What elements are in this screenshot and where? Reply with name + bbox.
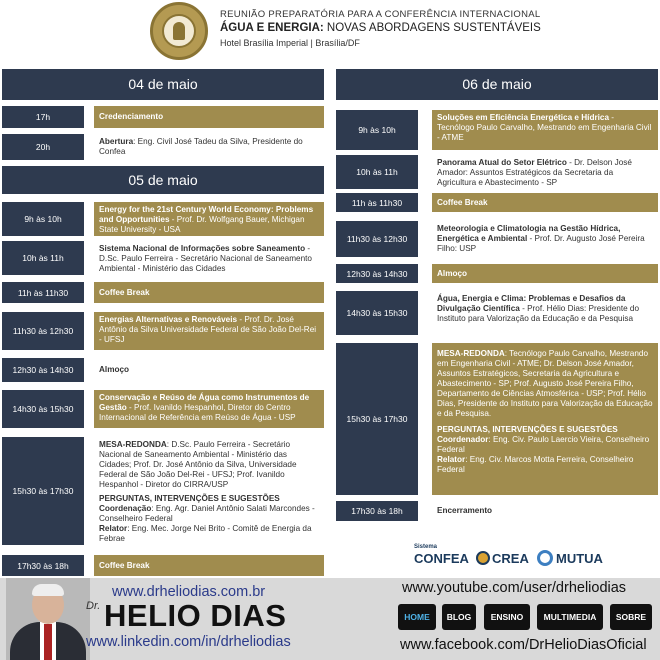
session-description: Almoço <box>432 264 658 283</box>
schedule-row <box>2 358 324 382</box>
linkedin-link[interactable]: www.linkedin.com/in/drheliodias <box>86 634 291 650</box>
event-header <box>0 0 660 64</box>
session-description: Energy for the 21st Century World Economy: Problems and Opportunities - Prof. Dr. Wolfgang Bauer, Michigan State University - USA <box>94 202 324 236</box>
time-slot: 17h30 às 18h <box>336 501 418 521</box>
schedule-row <box>2 312 324 350</box>
time-slot: 12h30 às 14h30 <box>336 264 418 283</box>
schedule-row <box>336 291 658 335</box>
time-slot: 14h30 às 15h30 <box>336 291 418 335</box>
crea-emblem-icon <box>476 551 490 565</box>
schedule-row <box>2 437 324 545</box>
youtube-link[interactable]: www.youtube.com/user/drheliodias <box>402 580 627 596</box>
time-slot: 17h <box>2 106 84 128</box>
session-description: MESA-REDONDA: D.Sc. Paulo Ferreira - Secretário Nacional de Saneamento Ambiental - Ministério das Cidades; Prof. Dr. José Antônio da Silva, Universidade Federal de São João Del-Rei - UFSJ; Prof. Ivanildo Hespanhol - Diretor do CIRRA/USP PERGUNTAS, INTERVENÇÕES E SUGESTÕES Coordenação: Eng. Agr. Daniel Antônio Salati Marcondes - Conselheiro Federal Relator: Eng. Mec. Jorge Nei Brito - Comitê de Energia da Febrae <box>99 440 315 543</box>
time-slot: 9h às 10h <box>2 202 84 236</box>
sponsor-confea-logo: Sistema <box>414 544 438 550</box>
time-slot: 20h <box>2 134 84 160</box>
website-link[interactable]: www.drheliodias.com.br <box>112 584 266 600</box>
schedule-row <box>2 106 324 128</box>
nav-home-button[interactable]: HOME <box>398 604 436 630</box>
dr-prefix: Dr. <box>86 600 101 612</box>
time-slot: 15h30 às 17h30 <box>336 343 418 495</box>
day-06-heading: 06 de maio <box>336 69 658 100</box>
session-description: MESA-REDONDA: Tecnólogo Paulo Carvalho, Mestrando em Engenharia Civil - ATME; Dr. Delson José Amador, Assuntos Estratégicos, Secretaria da Agricultura e Abastecimento - SP; Prof. Augusto José Pereira Filho, Departamento de Ciências Atmosférica - USP; Prof. Hélio Dias, Presidente do Instituto para Valorização da Educação e da Pesquisa. PERGUNTAS, INTERVENÇÕES E SUGESTÕES Coordenador: Eng. Civ. Paulo Laercio Vieira, Conselheiro Federal Relator: Eng. Civ. Marcos Motta Ferreira, Conselheiro Federal <box>432 343 658 495</box>
schedule-row <box>2 555 324 576</box>
schedule-row <box>336 155 658 189</box>
session-description: Coffee Break <box>94 282 324 303</box>
session-description: Coffee Break <box>432 193 658 212</box>
time-slot: 9h às 10h <box>336 110 418 150</box>
session-description: Conservação e Reúso de Água como Instrumentos de Gestão - Prof. Ivanildo Hespanhol, Diretor do Centro Internacional de Referência em Reúso de Água - USP <box>94 390 324 428</box>
session-description: Encerramento <box>437 506 493 515</box>
speaker-name: HELIO DIAS <box>104 598 287 633</box>
schedule-row <box>336 221 658 257</box>
session-description: Energias Alternativas e Renováveis - Prof. Dr. José Antônio da Silva Universidade Federal de São João Del-Rei - UFSJ <box>94 312 324 350</box>
schedule-row <box>2 390 324 428</box>
session-description: Abertura: Eng. Civil José Tadeu da Silva, Presidente do Confea <box>99 137 303 156</box>
schedule-row <box>336 264 658 283</box>
schedule-row <box>2 134 324 160</box>
session-description: Água, Energia e Clima: Problemas e Desafios da Divulgação Científica - Prof. Hélio Dias: Presidente do Instituto para Valorização da Educação e da Pesquisa <box>437 294 640 323</box>
nav-multimedia-button[interactable]: MULTIMEDIA <box>537 604 603 630</box>
schedule-row <box>336 110 658 150</box>
header-line2: ÁGUA E ENERGIA: NOVAS ABORDAGENS SUSTENTÁVEIS <box>220 22 541 34</box>
session-description: Credenciamento <box>94 106 324 128</box>
session-description: Panorama Atual do Setor Elétrico - Dr. Delson José Amador: Assuntos Estratégicos da Secretaria da Agricultura e Abastecimento - SP <box>437 158 632 187</box>
schedule-row <box>2 282 324 303</box>
time-slot: 15h30 às 17h30 <box>2 437 84 545</box>
nav-sobre-button[interactable]: SOBRE <box>610 604 652 630</box>
time-slot: 11h às 11h30 <box>2 282 84 303</box>
time-slot: 11h30 às 12h30 <box>336 221 418 257</box>
sponsor-mutua-text: MUTUA <box>556 551 603 566</box>
day-05-heading: 05 de maio <box>2 166 324 194</box>
time-slot: 11h30 às 12h30 <box>2 312 84 350</box>
time-slot: 12h30 às 14h30 <box>2 358 84 382</box>
time-slot: 11h às 11h30 <box>336 193 418 212</box>
facebook-link[interactable]: www.facebook.com/DrHelioDiasOficial <box>400 637 647 653</box>
sponsor-confea-text: CONFEA <box>414 551 469 566</box>
session-description: Almoço <box>99 365 130 374</box>
confea-seal-logo <box>150 2 208 60</box>
header-venue: Hotel Brasília Imperial | Brasília/DF <box>220 38 360 48</box>
schedule-row <box>336 193 658 212</box>
time-slot: 10h às 11h <box>336 155 418 189</box>
time-slot: 14h30 às 15h30 <box>2 390 84 428</box>
header-line1: REUNIÃO PREPARATÓRIA PARA A CONFERÊNCIA INTERNACIONAL <box>220 9 541 20</box>
nav-ensino-button[interactable]: ENSINO <box>484 604 530 630</box>
schedule-row <box>336 501 658 521</box>
time-slot: 10h às 11h <box>2 241 84 275</box>
sponsor-crea-text: CREA <box>492 551 529 566</box>
schedule-row <box>2 202 324 236</box>
schedule-row <box>2 241 324 275</box>
session-description: Meteorologia e Climatologia na Gestão Hídrica, Energética e Ambiental - Prof. Dr. Augusto José Pereira Filho: USP <box>437 224 645 253</box>
nav-blog-button[interactable]: BLOG <box>442 604 476 630</box>
session-description: Sistema Nacional de Informações sobre Saneamento - D.Sc. Paulo Ferreira - Secretário Nacional de Saneamento Ambiental - Ministério das Cidades <box>99 244 312 273</box>
time-slot: 17h30 às 18h <box>2 555 84 576</box>
schedule-row <box>336 343 658 495</box>
session-description: Coffee Break <box>94 555 324 576</box>
speaker-photo <box>6 578 90 660</box>
day-04-heading: 04 de maio <box>2 69 324 100</box>
mutua-emblem-icon <box>537 550 553 566</box>
session-description: Soluções em Eficiência Energética e Hídrica - Tecnólogo Paulo Carvalho, Mestrando em Engenharia Civil - ATME <box>432 110 658 150</box>
